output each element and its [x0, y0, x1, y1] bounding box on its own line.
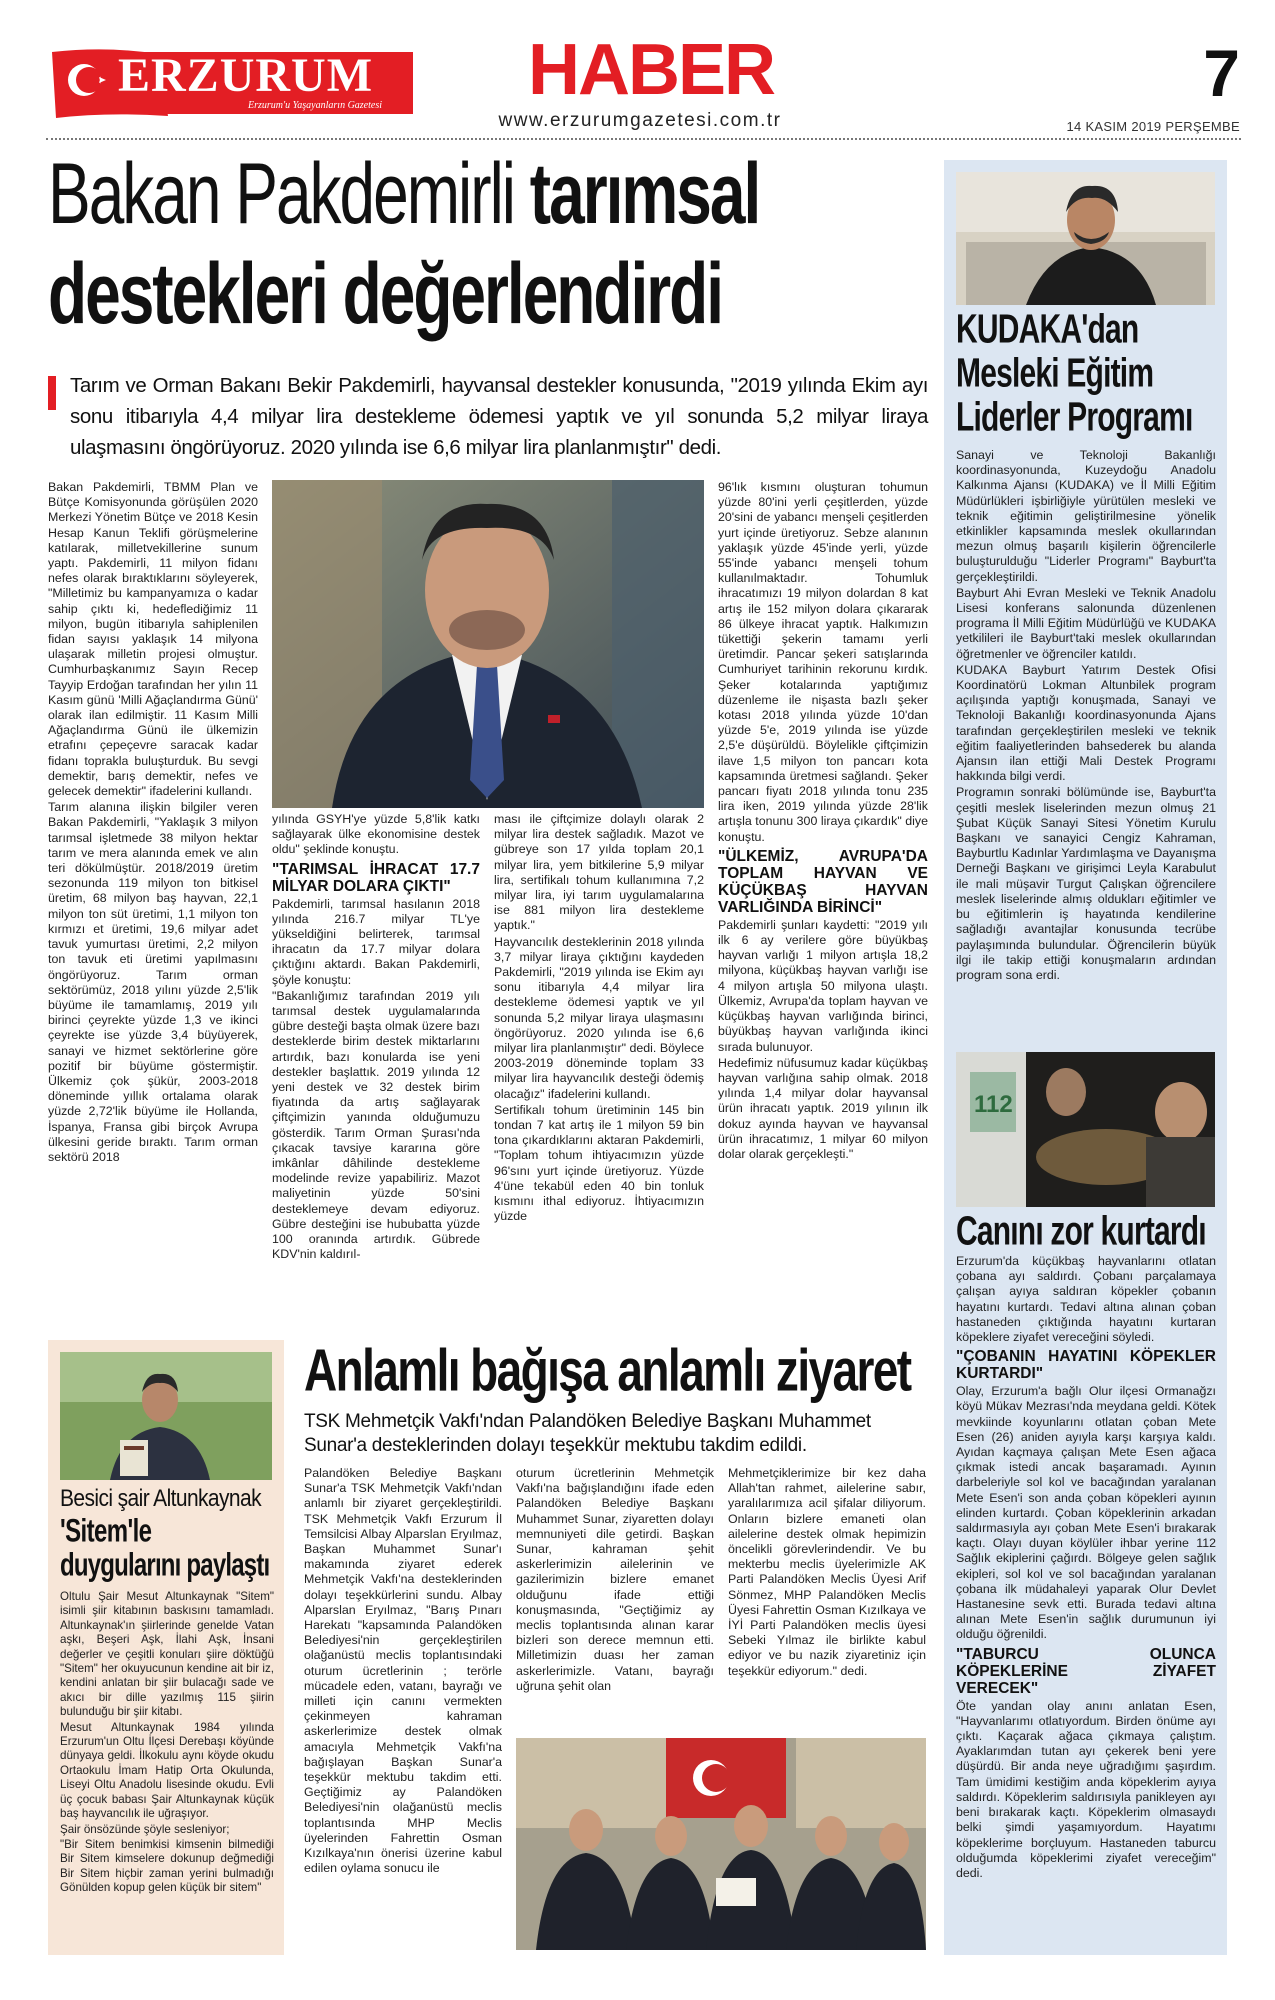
logo-text: ERZURUM [118, 49, 373, 102]
paragraph: Mesut Altunkaynak 1984 yılında Erzurum'un Oltu İlçesi Derebaşı köyünde dünyaya geldi. İlkokulu aynı köyde okudu Ortaokulu İmam Hatip Orta Okulunda, Liseyi Oltu Anadolu lisesinde okudu. Evli üç çocuk babası Şair Altunkaynak küçük baş hayvancılık ile uğraşıyor. [60, 1720, 274, 1821]
poet-title-2: duygularını paylaştı [60, 1547, 270, 1584]
headline-light: Bakan Pakdemirli [48, 150, 514, 242]
bear-body [956, 1254, 1216, 1949]
kudaka-headline [956, 310, 1216, 445]
bear-headline: Canını zor kurtardı [956, 1209, 1206, 1254]
issue-date: 14 KASIM 2019 PERŞEMBE [1066, 119, 1240, 134]
paragraph: Oltulu Şair Mesut Altunkaynak "Sitem" isimli şiir kitabının baskısını tamamladı. Altunkaynak'ın şiirlerinde genelde Vatan aşkı, Beşeri Aşk, İlahi Aşk, İnsani değerler ve çeşitli konuları şiire döktüğü "Sitem" her okuyucunun kendine ait bir iz, kendini anlatan bir şiir bulacağı sade ve akıcı bir dille yazılmış 115 şiirin bulunduğu bir şiir kitabı. [60, 1590, 274, 1719]
main-headline [48, 150, 928, 355]
paragraph: Programın sonraki bölümünde ise, Bayburt'ta çeşitli meslek liselerinden mezun olmuş 21 Şubat Küçük Sanayi Sitesi Yönetim Kurulu Başkanı ve sanayici Cengiz Kahraman, Bayburtlu Kadınlar Yardımlaşma ve Dayanışma Derneği Başkanı ve girişimci Leyla Karabulut ile mali müşavir Turgut Çalışkan öğrencilere meslek liselerinde almış oldukları eğitimler ve bu eğitimlerin iş hayatında kendilerine sağladığı avantajlar konusunda tecrübe paylaşımında bulundular. Öğrencilerin büyük ilgi ile takip ettiği konuşmaların ardından program sona erdi. [956, 785, 1216, 982]
speaker-photo-icon [956, 172, 1215, 305]
kudaka-title-1: KUDAKA'dan [956, 310, 1139, 352]
donation-headline: Anlamlı bağışa anlamlı ziyaret [304, 1336, 911, 1404]
logo[interactable] [48, 46, 416, 118]
donation-col-3: Mehmetçiklerimize bir kez daha Allah'tan rahmet, ailelerine sabır, yaralılarımıza acil şifalar diliyorum. Onların bizlere emaneti olan ailelerine destek olmak hepimizin öncelikli görevlerindendir. Ve bu mekterbu meclis üyelerimizle AK Parti Palandöken Meclis Üyesi Arif Sönmez, MHP Palandöken Meclis Üyesi Fahrettin Osman Kızılkaya ve İYİ Parti Palandöken meclis üyesi Sebeki Yılmaz ile birlikte kabul ediyor ve bu nazik ziyaretiniz için teşekkür ediyorum." dedi. [728, 1466, 926, 1678]
paragraph: KUDAKA Bayburt Yatırım Destek Ofisi Koordinatörü Lokman Altunbilek program açılışında yaptığı konuşmada, Sanayi ve Teknoloji Bakanlığı koordinasyonunda Ajans tarafından gerçekleştirilen mesleki ve teknik eğitim faaliyetlerinden bahsederek bu alanda Ajansın ilan ettiği Mali Destek Programı hakkında bilgi verdi. [956, 662, 1216, 784]
subhead: "ÇOBANIN HAYATINI KÖPEKLER KURTARDI" [956, 1348, 1216, 1383]
poet-photo [60, 1352, 272, 1480]
paragraph: Pakdemirli şunları kaydetti: "2019 yılı ilk 6 ay verilere göre büyükbaş hayvan varlığı 1 milyon artışla 18,2 milyona, küçükbaş hayvan varlığı ise 4 milyon artışla 50 milyona ulaştı. Ülkemiz, Avrupa'da toplam hayvan ve küçükbaş hayvan varlığında birinci, büyükbaş hayvan varlığında ikinci sırada bulunuyor. [718, 917, 928, 1054]
paragraph: Pakdemirli, tarımsal hasılanın 2018 yılında 216.7 milyar TL'ye yükseldiğini belirterek, tarımsal ihracatın da 17.7 milyar dolara çıktığını aktardı. Bakan Pakdemirli, şöyle konuştu: [272, 896, 480, 987]
main-col-1 [48, 480, 258, 1310]
kudaka-title-2: Mesleki Eğitim [956, 351, 1154, 396]
group-photo-icon [516, 1738, 926, 1950]
paragraph: Sertifikalı tohum üretiminin 145 bin tondan 7 kat artış ile 1 milyon 59 bin tona çıkardıklarını aktaran Pakdemirli, "Toplam tohum ihtiyacımızın yüzde 96'sını yurt içinde üretiyoruz. Yüzde 4'üne tekabül eden 40 bin tonluk kısmını ithal ediyoruz. İhtiyacımızın yüzde [494, 1102, 704, 1224]
paragraph: Erzurum'da küçükbaş hayvanlarını otlatan çobana ayı saldırdı. Çobanı parçalamaya çalışan ayıya saldıran köpekler çobanın hayatını kurtardı. Tedavi altına alınan çoban hastaneden çıktığında hayatını kurtaran köpeklere ziyafet vereceğini söyledi. [956, 1254, 1216, 1345]
main-col-4 [718, 480, 928, 1312]
ambulance-photo [956, 1052, 1215, 1207]
poet-title-1: 'Sitem'le [60, 1513, 152, 1550]
paragraph: Bakan Pakdemirli, TBMM Plan ve Bütçe Komisyonunda görüşülen 2020 Merkezi Yönetim Bütçe ve 2018 Kesin Hesap Kanun Teklifi görüşmelerine katılarak, milletvekillerine sunum yaptı. Pakdemirli, 11 milyon fidanı nefes olarak bıraktıklarını söyleyerek, "Milletimiz bu kampanyamıza o kadar sahip çıktı ki, hedeflediğimiz 11 milyon, bugün itibarıyla sahiplenilen fidan sayısı yaklaşık 14 milyona ulaşarak milletin projesi olmuştur. Cumhurbaşkanımız Sayın Recep Tayyip Erdoğan tarafından her yılın 11 Kasım günü 'Milli Ağaçlandırma Günü' olarak ilan edilmiştir. 11 Kasım Milli Ağaçlandırma Günü ile ülkemizin etrafını çepeçevre saracak kadar fidanı toprakla buluşturduk. Bu sevgi demektir, barış demektir, nefes ve gelecek demektir" ifadelerini kullandı. [48, 480, 258, 799]
donation-col-2: oturum ücretlerinin Mehmetçik Vakfı'na bağışlandığını ifade eden Palandöken Belediye Başkanı Muhammet Sunar, ziyaretten dolayı memnuniyeti dile getirdi. Başkan Sunar, kahraman şehit askerlerimizin ailelerinin ve gazilerimizin bizlere emanet olduğunu ifade ettiği konuşmasında, "Geçtiğimiz ay meclis toplantısında alınan karar bizleri son derece memnun etti. Milletimizin duası her zaman askerlerimizle. Vatanı, bayrağı uğruna şehit olan [516, 1466, 714, 1693]
paragraph: Olay, Erzurum'a bağlı Olur ilçesi Ormanağzı köyü Mükav Mezrası'nda meydana geldi. Kötek mevkiinde koyunlarını otlatan çoban Mete Esen (26) aniden ayıyla karşı karşıya kaldı. Ayıdan kaçmaya çalışan Mete Esen ağaca çıkmak istedi ancak başaramadı. Ayının darbeleriyle sol kol ve bacağından yaralanan Mete Esen'i son anda çoban köpekleri ayının elinden kurtardı. Çoban köpeklerinin arkadan saldırmasıyla ayı çoban Mete Esen'i bırakarak kaçtı. Olayı duyan köylüler ihbar yerine 112 Sağlık ekiplerini çağırdı. Bölgeye gelen sağlık ekipleri, sol kol ve sol bacağından yaralanan çobana ilk müdahaleyi yaparak Olur Devlet Hastanesine sevk etti. Burada tedavi altına alınan Mete Esen'in sağlık durumunun iyi olduğu öğrenildi. [956, 1384, 1216, 1642]
donation-lead: TSK Mehmetçik Vakfı'ndan Palandöken Belediye Başkanı Muhammet Sunar'a desteklerinden dolayı teşekkür mektubu takdim edildi. [304, 1411, 871, 1456]
paragraph: 96'lık kısmını oluşturan tohumun yüzde 80'ini yerli çeşitlerden, yüzde 20'sini de yabancı menşeli çeşitlerden yurt içinde üretiyoruz. Sebze alanının yaklaşık yüzde 45'inde yerli, yüzde 55'inde yabancı menşeli tohum kullanılmaktadır. Tohumluk ihracatımızı 19 milyon dolardan 8 kat artış ile 152 milyon dolara çıkararak 86 ülkeye ihracat yaptık. Halkımızın tükettiği şekerin tamamı yerli üretimdir. Pancar şekeri satışlarında Cumhuriyet tarihinin rekorunu kırdık. Şeker kotalarında yaptığımız düzenleme ile nişasta bazlı şeker kotası 2018 yılında yüzde 10'dan yüzde 5'e, 2019 yılında ise yüzde 2,5'e düşürüldü. Böylelikle çiftçimizin ilave 1,5 milyon ton pancarı kota kapsamında üretmesi sağlandı. Şeker pancarı fiyatı 2018 yılında tonu 235 lira iken, 2019 yılında yüzde 28'lik artışla tonunu 300 liraya çıkardık" diye konuştu. [718, 480, 928, 844]
poet-photo-icon [60, 1352, 272, 1480]
minister-portrait-icon [272, 480, 704, 808]
donation-photo [516, 1738, 926, 1950]
main-col-3 [494, 812, 704, 1312]
paragraph: Hedefimiz nüfusumuz kadar küçükbaş hayvan varlığına sahip olmak. 2018 yılında 1,4 milyar dolar hayvansal ürün ihracatı yaptık. 2019 yılının ilk dokuz ayında hayvan ve hayvansal ürün ihracatımız, 1 milyar 60 milyon dolar olarak gerçekleşti." [718, 1055, 928, 1161]
lead-marker [48, 376, 56, 410]
paragraph: Sanayi ve Teknoloji Bakanlığı koordinasyonunda, Kuzeydoğu Anadolu Kalkınma Ajansı (KUDAKA) ve İl Milli Eğitim Müdürlükleri işbirliğiyle yürütülen mesleki ve teknik eğitimin geliştirilmesine yönelik etkinlikler kapsamında meslek okullarından mezun olmuş başarılı kişilerin öğrencilerle buluşturulduğu "Liderler Programı" Bayburt'ta gerçekleştirildi. [956, 448, 1216, 584]
subhead: "TABURCU OLUNCA KÖPEKLERİNE ZİYAFET VERECEK" [956, 1645, 1216, 1697]
masthead [0, 0, 1275, 140]
subhead: "TARIMSAL İHRACAT 17.7 MİLYAR DOLARA ÇIKTI" [272, 860, 480, 895]
paragraph: "Bakanlığımız tarafından 2019 yılı tarımsal destek uygulamalarında gübre desteği başta olmak üzere bazı desteklerde birim destek miktarlarını artırdık, bazı konularda ise yeni destekler başlattık. 2019 yılında 12 yeni destek ve 32 destek birim fiyatında da artış sağlayarak çiftçimizin yanında olduğumuzu gösterdik. Tarım Orman Şurası'nda çıkacak tavsiye kararına göre imkânlar dâhilinde destekleme modelinde revize yapabiliriz. Mazot maliyetinin yüzde 50'sini desteklemeye devam ediyoruz. Gübre desteğini ise hububatta yüzde 100 oranında artırdık. Gübrede KDV'nin kaldırıl- [272, 988, 480, 1262]
main-col-2 [272, 812, 480, 1312]
paragraph: Tarım alanına ilişkin bilgiler veren Bakan Pakdemirli, "Yaklaşık 3 milyon tarımsal işletmede 38 milyon hektar tarım ve mera alanında emek ve alın teri dökülmüştür. 2018/2019 üretim sezonunda 119 milyon ton bitkisel üretim, 68 milyon baş hayvan, 22,1 milyon ton süt üretimi, 1,1 milyon ton kırmızı et üretimi, 19,6 milyar adet tavuk yumurtası üretimi, 2,2 milyon ton tavuk eti üretimi yapılmasını öngörüyoruz. Tarım orman sektörümüz, 2018 yılını yüzde 2,5'lik büyüme ile tamamlamış, 2019 yılı birinci çeyrekte yüzde 1,3 ve ikinci çeyrekte ise yüzde 3,4 büyüyerek, sanayi ve hizmet sektörlerine göre pozitif bir büyüme göstermiştir. Ülkemiz çok şükür, 2003-2018 döneminde yıllık ortalama olarak yüzde 2,72'lik büyüme ile Hollanda, İspanya, Fransa gibi birçok Avrupa ülkesini geride bıraktı. Tarım orman sektörü 2018 [48, 800, 258, 1164]
poet-kicker: Besici şair Altunkaynak [60, 1485, 261, 1512]
svg-text:112: 112 [974, 1091, 1013, 1118]
minister-photo [272, 480, 704, 808]
ambulance-photo-icon [956, 1052, 1215, 1207]
section-title: HABER [528, 30, 775, 110]
page-number: 7 [1203, 36, 1240, 110]
paragraph: Bayburt Ahi Evran Mesleki ve Teknik Anadolu Lisesi konferans salonunda düzenlenen programa İl Milli Eğitim Müdürlüğü ve KUDAKA yetkilileri ile Bayburt'taki meslek okullarından öğretmenler ve öğrenciler katıldı. [956, 585, 1216, 661]
paragraph: ması ile çiftçimize dolaylı olarak 2 milyar lira destek sağladık. Mazot ve gübreye son 17 yılda toplam 20,1 milyar lira, yem bitkilerine 5,9 milyar lira, sertifikalı tohum kullanımına 7,2 milyar lira, iyi tarım uygulamalarına ise 881 milyon lira destekleme yaptık." [494, 812, 704, 933]
poet-body [60, 1590, 274, 1945]
paragraph: "Bir Sitem benimkisi kimsenin bilmediği Bir Sitem kimselere dokunup değmediği Bir Sitem hiçbir zaman yerini bulmadığı Gönülden kopup gelen küçük bir sitem" [60, 1837, 274, 1895]
donation-col-1: Palandöken Belediye Başkanı Sunar'a TSK Mehmetçik Vakfı'ndan anlamlı bir ziyaret gerçekleştirildi. TSK Mehmetçik Vakfı Erzurum İl Temsilcisi Albay Alparslan Eryılmaz, Başkan Muhammet Sunar'ı makamında ziyaret ederek Mehmetçik Vakfı'na desteklerinden dolayı teşekkürlerini sundu. Albay Alparslan Eryılmaz, "Barış Pınarı Harekatı "kapsamında Palandöken Belediyesi'nin gerçekleştirilen olağanüstü meclis toplantısındaki oturum ücretlerinin ; terörle mücadele eden, vatanı, bayrağı ve milleti için canını vermekten çekinmeyen kahraman askerlerimize destek olmak amacıyla Mehmetçik Vakfı'na bağışlayan Başkan Sunar'a teşekkür mektubu takdim etti. Geçtiğimiz ay Palandöken Belediyesi'nin olağanüstü meclis toplantısında MHP Meclis üyelerinden Fahrettin Osman Kızılkaya'nın önerisi üzerine kabul edilen oylama sonucu ile [304, 1466, 502, 1876]
paragraph: Hayvancılık desteklerinin 2018 yılında 3,7 milyar liraya çıktığını kaydeden Pakdemirli, "2019 yılında ise Ekim ayı sonu itibarıyla 4,4 milyar lira destekleme ödemesi yaptık ve yıl sonunda 5,2 milyar liraya ulaşmasını öngörüyoruz. 2020 yılında ise 6,6 milyar lira planlanmıştır" dedi. Böylece 2003-2019 döneminde toplam 33 milyar lira hayvancılık desteği ödemiş olacağız" ifadelerini kullandı. [494, 934, 704, 1101]
paragraph: Şair önsözünde şöyle sesleniyor; [60, 1822, 230, 1836]
website-url[interactable]: www.erzurumgazetesi.com.tr [498, 110, 782, 131]
kudaka-photo [956, 172, 1215, 305]
headline-bold-2: destekleri değerlendirdi [48, 244, 723, 342]
subhead: "ÜLKEMİZ, AVRUPA'DA TOPLAM HAYVAN VE KÜÇÜKBAŞ HAYVAN VARLIĞINDA BİRİNCİ" [718, 847, 928, 916]
headline-bold-1: tarımsal [529, 150, 760, 242]
kudaka-title-3: Liderler Programı [956, 395, 1193, 440]
masthead-rule [46, 138, 1241, 140]
paragraph: yılında GSYH'ye yüzde 5,8'lik katkı sağlayarak ülke ekonomisine destek oldu" şeklinde konuştu. [272, 812, 480, 857]
main-lead: Tarım ve Orman Bakanı Bekir Pakdemirli, hayvansal destekler konusunda, "2019 yılında Ekim ayı sonu itibarıyla 4,4 milyar lira destekleme ödemesi yaptık ve yıl sonunda 5,2 milyar liraya ulaşmasını öngörüyoruz. 2020 yılında ise 6,6 milyar lira planlanmıştır" dedi. [70, 374, 928, 459]
paragraph: Öte yandan olay anını anlatan Esen, "Hayvanlarımı otlatıyordum. Birden önüme ayı çıktı. Kaçarak ağaca çıkmaya çalıştım. Ayaklarımdan tutan ayı çekerek beni yere düşürdü. Bir anda neye uğradığımı şaşırdım. Tam ümidimi kestiğim anda köpeklerim ayıya saldırdı. Köpeklerim saldırısıyla panikleyen ayı beni bırakarak kaçtı. Köpeklerim olmasaydı belki şimdi yaşamıyordum. Hayatımı köpeklerime borçluyum. Hastaneden taburcu olduğumda köpeklerimi ziyafet vereceğim" dedi. [956, 1698, 1216, 1880]
logo-tagline: Erzurum'u Yaşayanların Gazetesi [248, 100, 383, 111]
kudaka-body [956, 448, 1216, 1048]
